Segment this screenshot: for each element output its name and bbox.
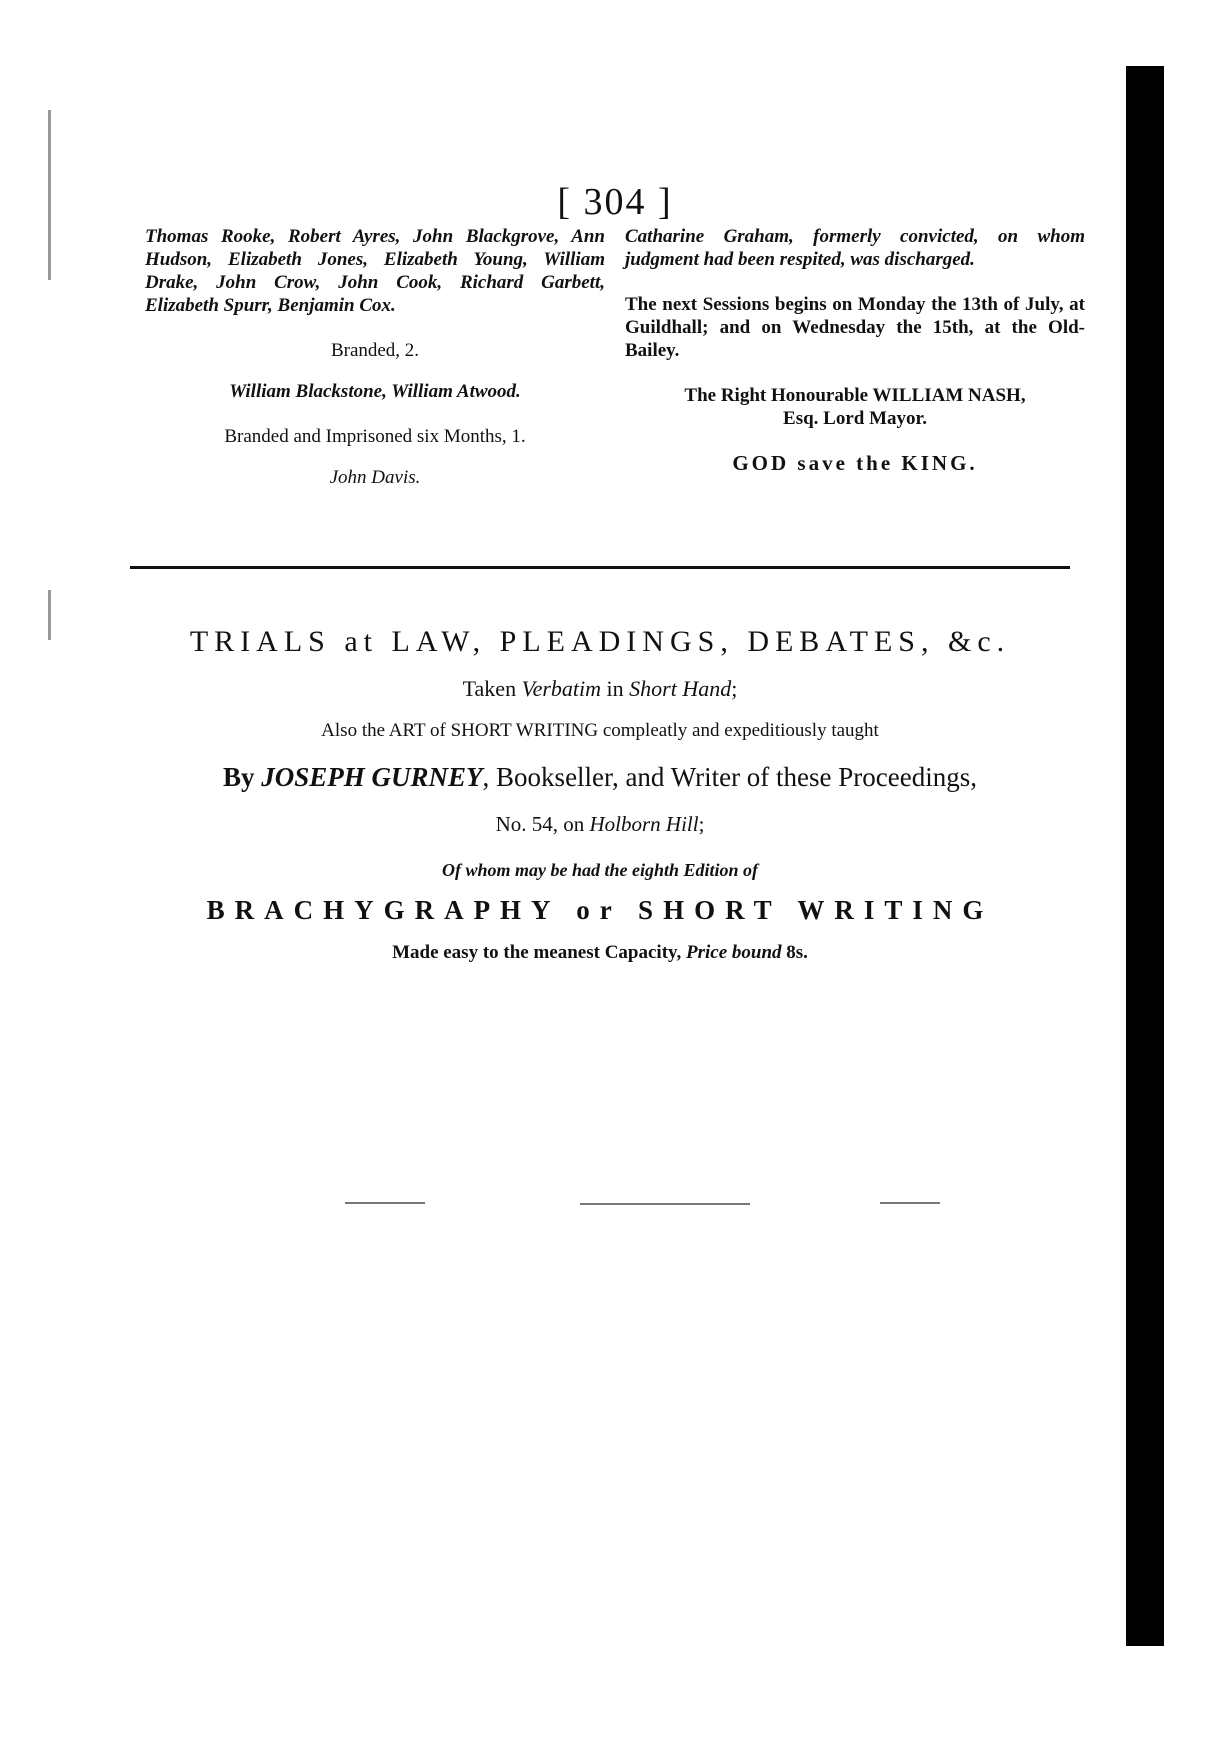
scan-faint-line [580, 1203, 750, 1205]
ad-address-prefix: No. 54, on [495, 812, 590, 836]
ad-verbatim-line [130, 676, 1070, 702]
left-column [145, 225, 605, 489]
section-divider [130, 566, 1070, 569]
scan-margin-mark [48, 590, 51, 640]
ad-verbatim-prefix: Taken [462, 676, 522, 701]
scan-faint-line [880, 1202, 940, 1204]
lord-mayor-line1: The Right Honourable WILLIAM NASH, [684, 385, 1026, 406]
ad-short-hand: Short Hand [629, 676, 732, 701]
imprisoned-name: John Davis. [329, 467, 421, 488]
ad-book-title: BRACHYGRAPHY or SHORT WRITING [206, 895, 994, 925]
ad-verbatim-word: Verbatim [521, 676, 602, 701]
scan-edge-bar [1126, 66, 1164, 1646]
closing-line: GOD save the KING. [732, 451, 978, 475]
right-column [625, 225, 1085, 475]
ad-tagline-prefix: Made easy to the meanest Capacity, [392, 942, 686, 963]
discharge-note: Catharine Graham, formerly convicted, on whom judgment had been respited, was discharged. [625, 226, 1085, 270]
branded-names: William Blackstone, William Atwood. [229, 381, 521, 402]
ad-verbatim-mid: in [601, 676, 630, 701]
ad-edition-note: Of whom may be had the eighth Edition of [441, 860, 759, 880]
sessions-note: The next Sessions begins on Monday the 13th of July, at Guildhall; and on Wednesday the 15th, at the Old-Bailey. [625, 294, 1085, 361]
scan-faint-line [345, 1202, 425, 1204]
ad-address-place: Holborn Hill [589, 812, 699, 836]
branded-heading: Branded, 2. [330, 340, 420, 361]
ad-tagline-price: Price bound [686, 942, 782, 963]
ad-tagline [130, 942, 1070, 964]
ad-by-word: By [223, 762, 262, 792]
page-number: [ 304 ] [557, 181, 673, 223]
ad-address-suffix: ; [698, 812, 705, 836]
ad-author-line [130, 762, 1070, 793]
ad-art-line: Also the ART of SHORT WRITING compleatly and expeditiously taught [321, 720, 879, 741]
lord-mayor-line2: Esq. Lord Mayor. [783, 408, 927, 429]
ad-address-line [130, 812, 1070, 837]
ad-verbatim-suffix: ; [731, 676, 738, 701]
scan-margin-mark [48, 110, 51, 280]
imprisoned-heading: Branded and Imprisoned six Months, 1. [224, 426, 526, 447]
ad-author-name: JOSEPH GURNEY [261, 762, 483, 792]
ad-headline: TRIALS at LAW, PLEADINGS, DEBATES, &c. [189, 625, 1011, 658]
ad-author-role: , Bookseller, and Writer of these Proceedings, [482, 762, 977, 792]
ad-tagline-amount: 8s. [781, 942, 808, 963]
transported-names: Thomas Rooke, Robert Ayres, John Blackgrove, Ann Hudson, Elizabeth Jones, Elizabeth Young, William Drake, John Crow, John Cook, Richard Garbett, Elizabeth Spurr, Benjamin Cox. [145, 226, 605, 316]
